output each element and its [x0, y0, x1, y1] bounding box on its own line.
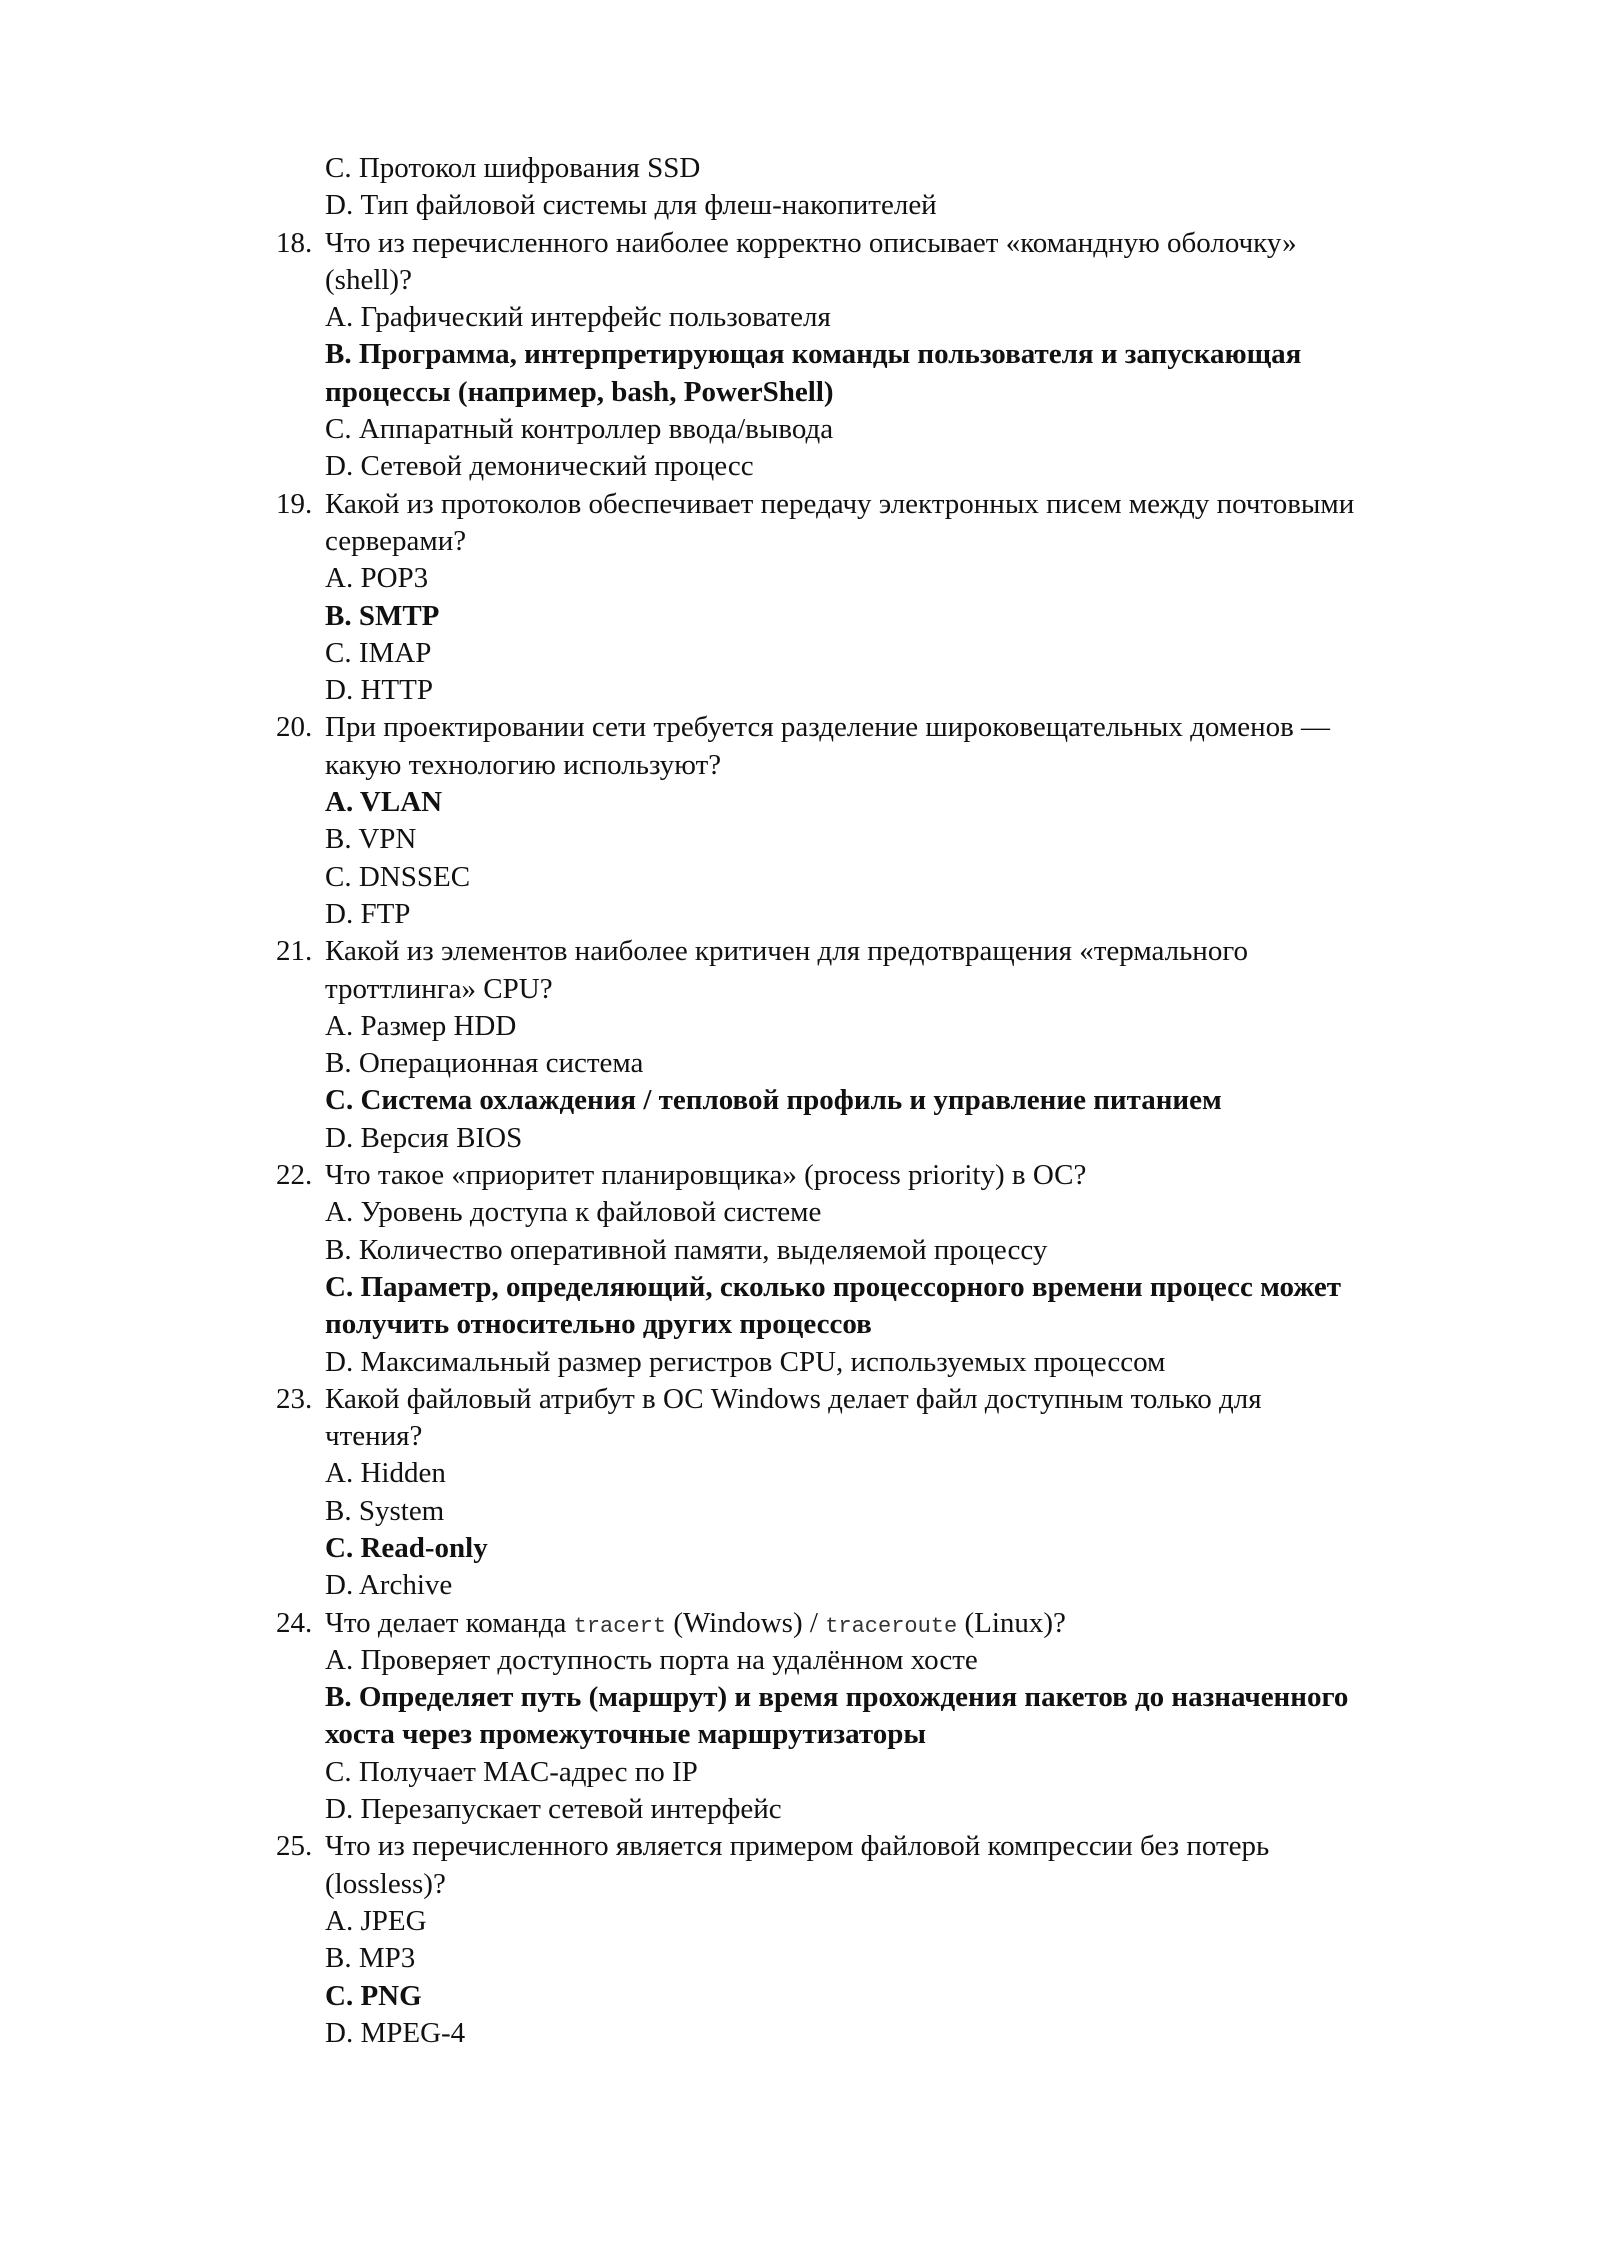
question-number: 22.: [276, 1159, 313, 1192]
answer-option: [325, 1493, 1506, 1530]
answer-options: [325, 560, 1506, 709]
answer-option-correct: [325, 784, 1506, 821]
answer-option: D. Тип файловой системы для флеш-накопителей: [325, 189, 937, 222]
question-text-line: (shell)?: [325, 263, 412, 296]
answer-option: [325, 299, 1506, 336]
question-19: [276, 486, 1506, 710]
question-number: 24.: [276, 1606, 313, 1639]
answer-option-line: A. Проверяет доступность порта на удалённом хосте: [325, 1643, 978, 1676]
answer-option-line: B. System: [325, 1494, 445, 1527]
answer-options: [325, 299, 1506, 485]
answer-option-line: C. IMAP: [325, 636, 432, 669]
answer-option: [325, 1642, 1506, 1679]
question-21: [276, 933, 1506, 1157]
question-text: [325, 709, 1505, 784]
answer-option: [325, 411, 1506, 448]
question-text: [325, 1157, 1505, 1194]
answer-option-line: D. Версия BIOS: [325, 1121, 523, 1154]
answer-option-line: D. HTTP: [325, 674, 433, 707]
answer-option: [325, 1120, 1506, 1157]
question-row: [276, 933, 1506, 1008]
answer-options: [325, 1642, 1506, 1828]
answer-option-correct: [325, 336, 1506, 411]
answer-option: [325, 1045, 1506, 1082]
answer-option-line: B. Программа, интерпретирующая команды пользователя и запускающая: [325, 338, 1302, 371]
answer-option-line: процессы (например, bash, PowerShell): [325, 375, 834, 408]
question-text-segment: (Windows) /: [666, 1606, 826, 1639]
answer-option: [325, 2015, 1506, 2052]
answer-option-line: D. Максимальный размер регистров CPU, используемых процессом: [325, 1345, 1166, 1378]
answer-option: [325, 1903, 1506, 1940]
answer-option-line: C. DNSSEC: [325, 860, 471, 893]
answer-option-line: C. Read-only: [325, 1531, 488, 1564]
answer-option: [325, 1791, 1506, 1828]
question-text-line: троттлинга» CPU?: [325, 972, 553, 1005]
question-text-line: Что такое «приоритет планировщика» (process priority) в ОС?: [325, 1159, 1087, 1192]
question-text-line: Какой файловый атрибут в ОС Windows делает файл доступным только для: [325, 1382, 1262, 1415]
answer-option-correct: [325, 1978, 1506, 2015]
question-text: [325, 1828, 1505, 1903]
answer-option-line: D. MPEG-4: [325, 2016, 466, 2049]
answer-options: [325, 1194, 1506, 1380]
question-text-segment: (Linux)?: [957, 1606, 1066, 1639]
answer-option-line: C. Система охлаждения / тепловой профиль и управление питанием: [325, 1084, 1222, 1117]
answer-option: [325, 448, 1506, 485]
answer-option: [325, 672, 1506, 709]
question-number: 23.: [276, 1382, 313, 1415]
question-row: [276, 486, 1506, 561]
answer-option-line: C. Получает MAC-адрес по IP: [325, 1755, 698, 1788]
question-row: [276, 1381, 1506, 1456]
question-row: [276, 225, 1506, 300]
question-number: 19.: [276, 487, 313, 520]
answer-option: [325, 1455, 1506, 1492]
question-text-line: Что из перечисленного наиболее корректно описывает «командную оболочку»: [325, 226, 1297, 259]
answer-option-line: B. MP3: [325, 1942, 416, 1975]
command-code: tracert: [573, 1613, 667, 1639]
answer-option-line: A. Уровень доступа к файловой системе: [325, 1196, 822, 1229]
question-text-line: Какой из элементов наиболее критичен для предотвращения «термального: [325, 935, 1249, 968]
answer-option-correct: [325, 1082, 1506, 1119]
answer-option: [325, 859, 1506, 896]
question-list: [276, 225, 1506, 2053]
command-code: traceroute: [825, 1613, 958, 1639]
answer-options: [325, 784, 1506, 933]
answer-option-correct: [325, 1269, 1506, 1344]
question-24: [276, 1605, 1506, 1829]
question-text-line: [325, 1605, 1505, 1642]
answer-option: [325, 635, 1506, 672]
answer-option: [325, 560, 1506, 597]
answer-option: [325, 1754, 1506, 1791]
answer-option-line: C. Параметр, определяющий, сколько процессорного времени процесс может: [325, 1270, 1342, 1303]
answer-option-correct: [325, 598, 1506, 635]
answer-option: [325, 1344, 1506, 1381]
answer-option-line: B. Количество оперативной памяти, выделяемой процессу: [325, 1233, 1048, 1266]
question-text-line: Что из перечисленного является примером файловой компрессии без потерь: [325, 1830, 1270, 1863]
answer-option-line: B. SMTP: [325, 599, 440, 632]
question-text-line: серверами?: [325, 524, 467, 557]
question-23: [276, 1381, 1506, 1605]
question-25: [276, 1828, 1506, 2052]
question-20: [276, 709, 1506, 933]
question-22: [276, 1157, 1506, 1381]
question-row: [276, 1828, 1506, 1903]
question-text: [325, 486, 1505, 561]
answer-option-line: B. Определяет путь (маршрут) и время прохождения пакетов до назначенного: [325, 1681, 1349, 1714]
answer-option-line: получить относительно других процессов: [325, 1308, 872, 1341]
answer-option-line: B. Операционная система: [325, 1047, 644, 1080]
question-18: [276, 225, 1506, 486]
answer-option: [325, 1232, 1506, 1269]
answer-option-line: A. VLAN: [325, 786, 443, 819]
answer-options: [325, 1455, 1506, 1604]
answer-option: [325, 1567, 1506, 1604]
answer-option: [325, 1008, 1506, 1045]
question-text-line: При проектировании сети требуется разделение широковещательных доменов —: [325, 711, 1331, 744]
question-text: [325, 933, 1505, 1008]
answer-option-line: A. POP3: [325, 562, 429, 595]
answer-option: [325, 1940, 1506, 1977]
answer-option-line: D. FTP: [325, 897, 411, 930]
answer-option: C. Протокол шифрования SSD: [325, 152, 701, 184]
question-text-line: (lossless)?: [325, 1867, 446, 1900]
question-number: 20.: [276, 711, 313, 744]
answer-options: [325, 1903, 1506, 2052]
answer-option: [325, 896, 1506, 933]
answer-option-line: C. PNG: [325, 1979, 422, 2012]
answer-option-line: A. JPEG: [325, 1904, 427, 1937]
question-text-line: чтения?: [325, 1420, 423, 1453]
question-text-line: какую технологию используют?: [325, 748, 722, 781]
question-row: [276, 1605, 1506, 1642]
answer-option: [325, 821, 1506, 858]
answer-option: [325, 1194, 1506, 1231]
question-text-segment: Что делает команда: [325, 1606, 574, 1639]
question-number: 18.: [276, 226, 313, 259]
answer-option-correct: [325, 1530, 1506, 1567]
answer-option-line: B. VPN: [325, 823, 417, 856]
question-text: [325, 1381, 1505, 1456]
answer-option-line: D. Перезапускает сетевой интерфейс: [325, 1793, 782, 1826]
question-text: [325, 225, 1505, 300]
question-text: [325, 1605, 1505, 1642]
answer-option-line: A. Графический интерфейс пользователя: [325, 301, 831, 334]
answer-option-line: A. Hidden: [325, 1457, 446, 1490]
answer-option-line: D. Archive: [325, 1569, 453, 1602]
question-text-line: Какой из протоколов обеспечивает передачу электронных писем между почтовыми: [325, 487, 1355, 520]
previous-question-options: [325, 150, 1506, 225]
question-row: [276, 1157, 1506, 1194]
question-number: 21.: [276, 935, 313, 968]
answer-options: [325, 1008, 1506, 1157]
question-number: 25.: [276, 1830, 313, 1863]
question-row: [276, 709, 1506, 784]
answer-option-line: хоста через промежуточные маршрутизаторы: [325, 1718, 927, 1751]
answer-option-correct: [325, 1679, 1506, 1754]
answer-option-line: A. Размер HDD: [325, 1009, 517, 1042]
quiz-document: [276, 150, 1506, 2052]
answer-option-line: C. Аппаратный контроллер ввода/вывода: [325, 413, 834, 446]
answer-option-line: D. Сетевой демонический процесс: [325, 450, 754, 483]
